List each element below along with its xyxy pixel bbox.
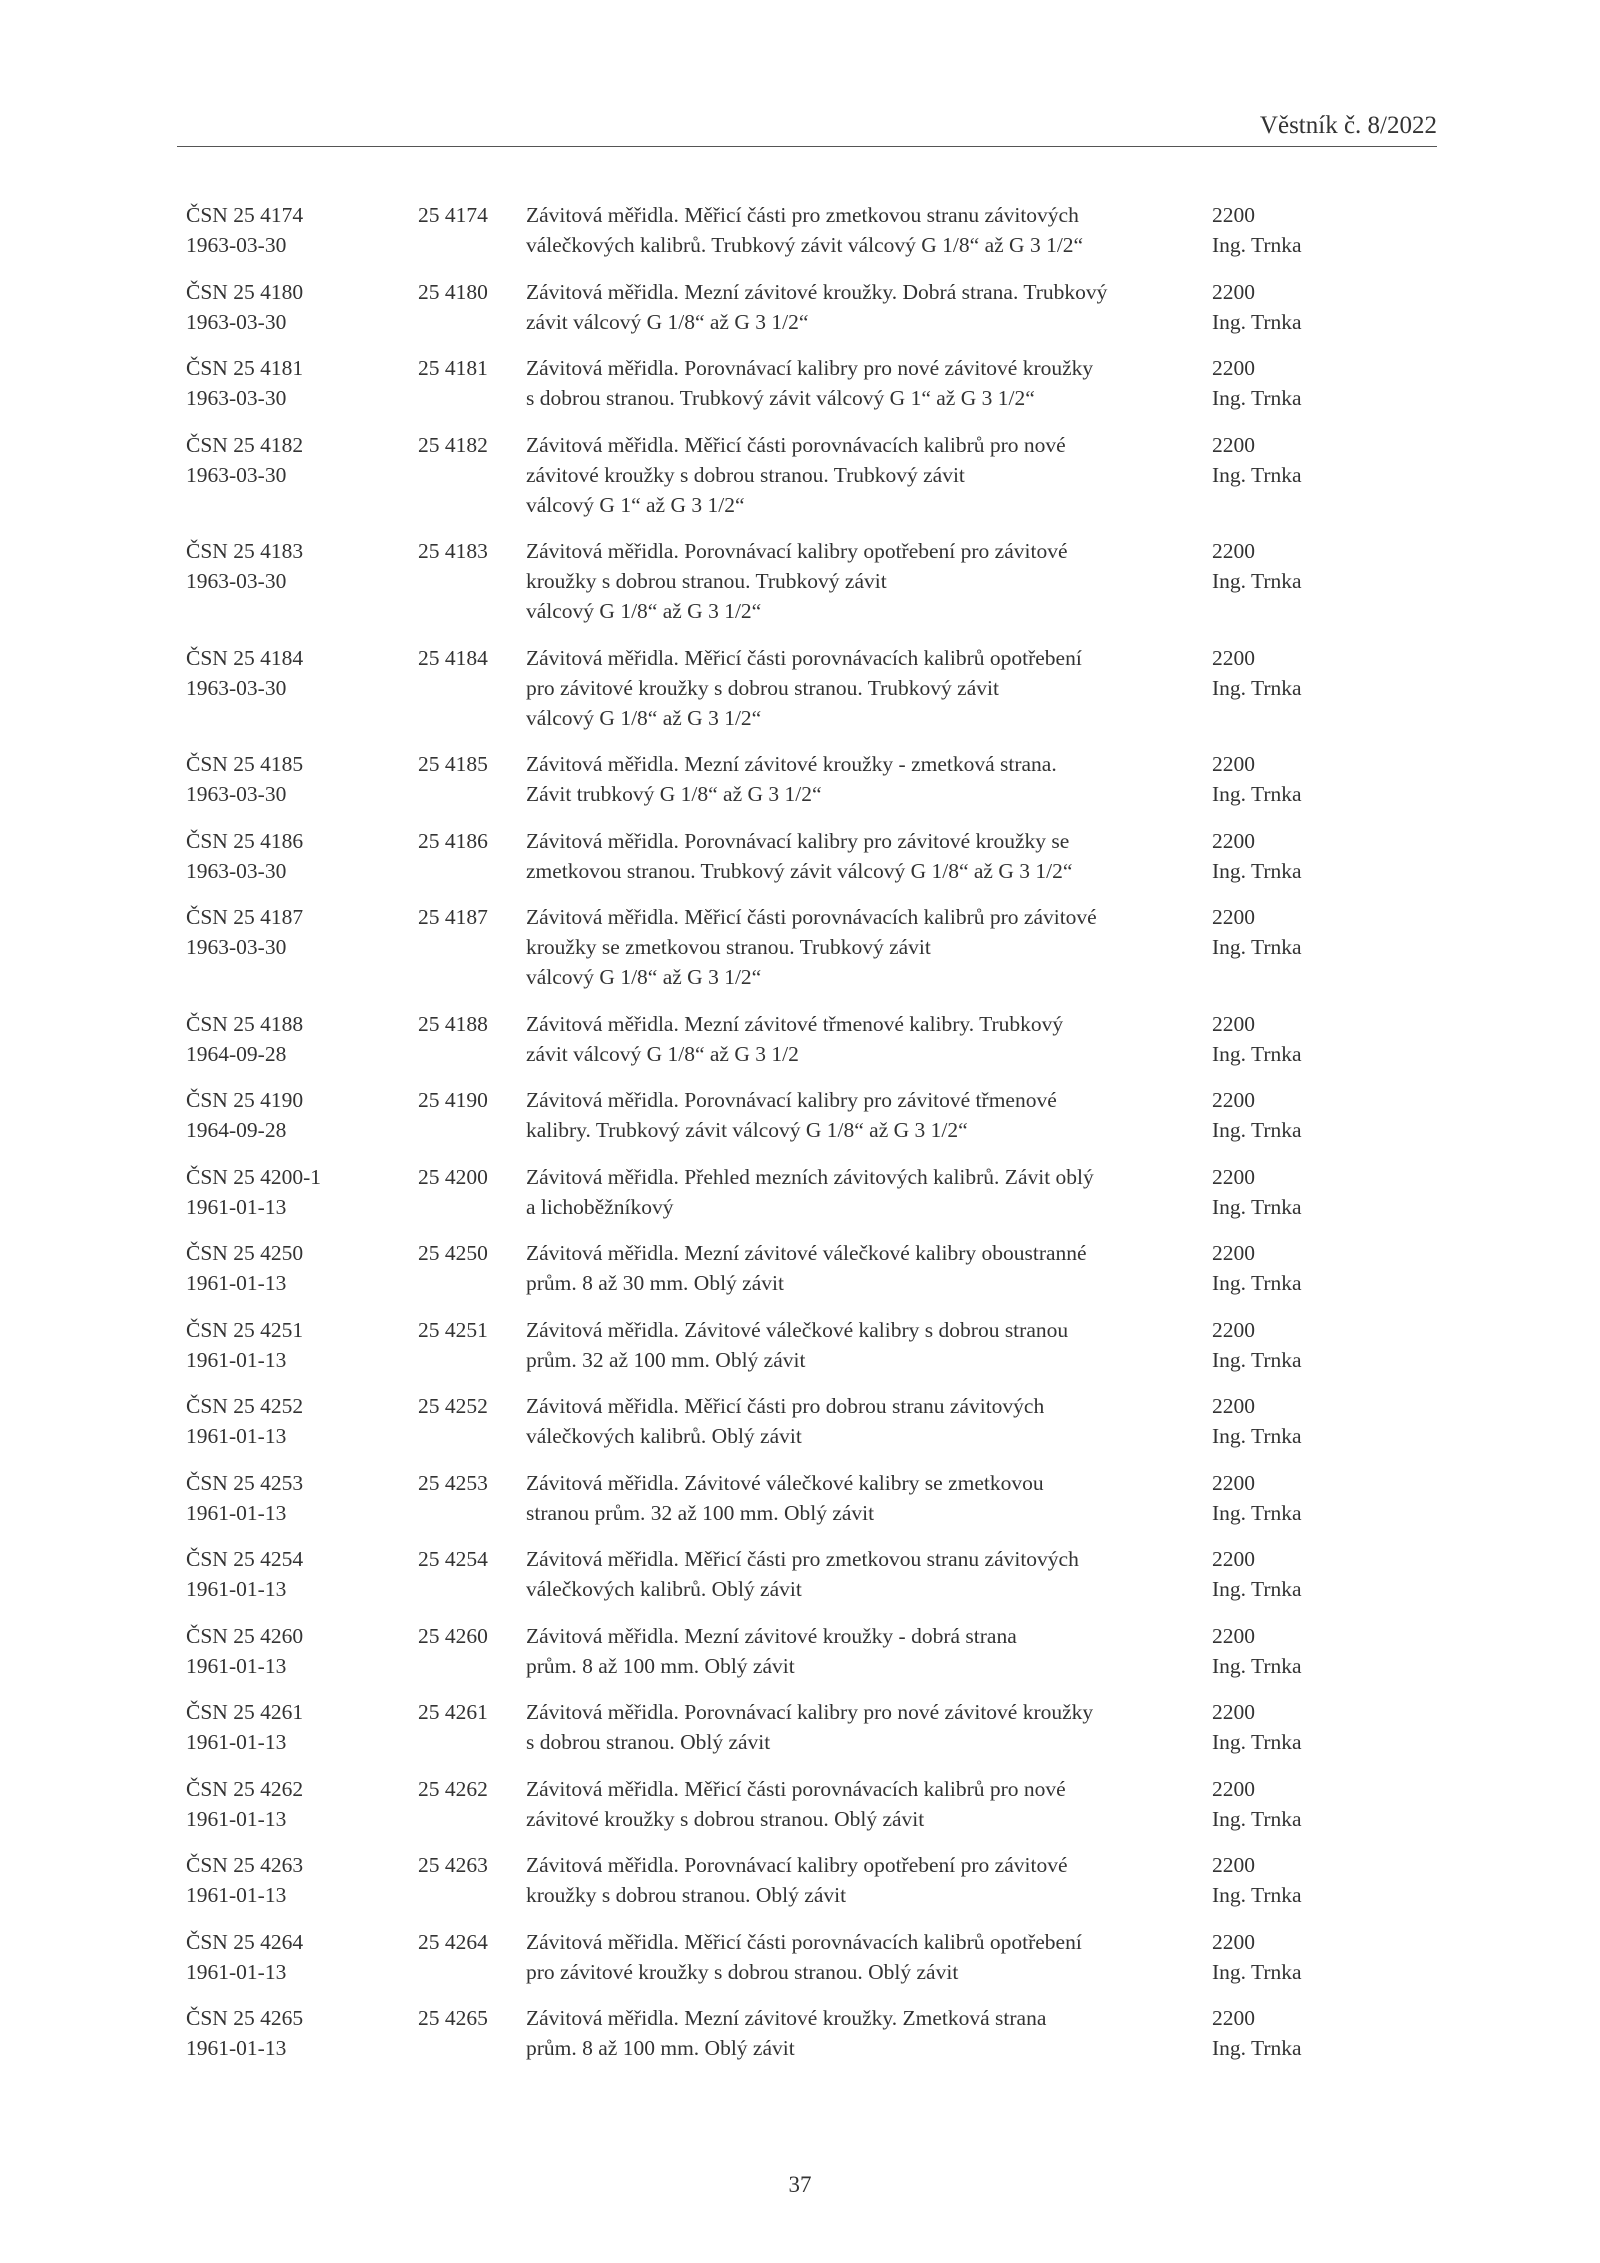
- classification-code: 25 4263: [418, 1853, 488, 1877]
- standard-designation: ČSN 25 4261: [186, 1700, 304, 1724]
- department-code: 2200: [1212, 1929, 1255, 1954]
- standard-designation: ČSN 25 4186: [186, 828, 304, 853]
- standard-date: 1964-09-28: [186, 1118, 287, 1142]
- classification-code: 25 4200: [418, 1164, 488, 1189]
- department-code: 2200: [1212, 1088, 1255, 1112]
- responsible-person: Ing. Trnka: [1212, 1118, 1302, 1142]
- standard-title: Závitová měřidla. Měřicí části porovnávacích kalibrů opotřebení pro závitové kroužky s dobrou stranou. Oblý závit: [526, 1929, 1082, 1984]
- standard-designation: ČSN 25 4182: [186, 432, 304, 457]
- classification-code: 25 4182: [418, 432, 488, 457]
- standard-date: 1961-01-13: [186, 1424, 287, 1448]
- standard-title: Závitová měřidla. Porovnávací kalibry pro závitové kroužky se zmetkovou stranou. Trubkový závit válcový G 1/8“ až G 3 1/2“: [526, 828, 1073, 883]
- responsible-person: Ing. Trnka: [1212, 1730, 1302, 1754]
- standard-title: Závitová měřidla. Mezní závitové kroužky. Zmetková strana prům. 8 až 100 mm. Oblý závit: [526, 2006, 1047, 2060]
- list-item: [186, 353, 1326, 413]
- department-code: 2200: [1212, 1623, 1255, 1648]
- department-code: 2200: [1212, 1547, 1255, 1571]
- department-code: 2200: [1212, 1853, 1255, 1877]
- responsible-cell: [1212, 1391, 1326, 1451]
- responsible-cell: [1212, 1621, 1326, 1681]
- classification-code: 25 4250: [418, 1241, 488, 1265]
- classification-code: 25 4184: [418, 645, 488, 670]
- classification-code: 25 4253: [418, 1470, 488, 1495]
- standard-id-cell: [186, 1238, 418, 1298]
- responsible-cell: [1212, 200, 1326, 260]
- department-code: 2200: [1212, 752, 1255, 776]
- department-code: 2200: [1212, 645, 1255, 670]
- list-item: [186, 2003, 1326, 2063]
- standard-date: 1961-01-13: [186, 1347, 287, 1372]
- department-code: 2200: [1212, 2006, 1255, 2030]
- list-item: [186, 1391, 1326, 1451]
- responsible-person: Ing. Trnka: [1212, 2036, 1302, 2060]
- standard-date: 1961-01-13: [186, 1577, 287, 1601]
- department-code: 2200: [1212, 1011, 1255, 1036]
- classification-code: 25 4265: [418, 2006, 488, 2030]
- standard-designation: ČSN 25 4174: [186, 203, 304, 227]
- list-item: [186, 1621, 1326, 1681]
- list-item: [186, 1238, 1326, 1298]
- standard-designation: ČSN 25 4184: [186, 645, 304, 670]
- department-code: 2200: [1212, 1241, 1255, 1265]
- standard-designation: ČSN 25 4183: [186, 539, 304, 563]
- list-item: [186, 536, 1326, 626]
- responsible-cell: [1212, 536, 1326, 626]
- list-item: [186, 749, 1326, 809]
- responsible-person: Ing. Trnka: [1212, 233, 1302, 257]
- responsible-person: Ing. Trnka: [1212, 935, 1302, 959]
- department-code: 2200: [1212, 1394, 1255, 1418]
- responsible-person: Ing. Trnka: [1212, 1577, 1302, 1601]
- list-item: [186, 277, 1326, 337]
- responsible-cell: [1212, 1544, 1326, 1604]
- standard-title: Závitová měřidla. Přehled mezních závitových kalibrů. Závit oblý a lichoběžníkový: [526, 1164, 1094, 1219]
- standard-id-cell: [186, 643, 418, 733]
- standard-designation: ČSN 25 4200-1: [186, 1164, 321, 1189]
- list-item: [186, 430, 1326, 520]
- responsible-person: Ing. Trnka: [1212, 1883, 1302, 1907]
- classification-code: 25 4183: [418, 539, 488, 563]
- standard-designation: ČSN 25 4185: [186, 752, 304, 776]
- responsible-person: Ing. Trnka: [1212, 1194, 1302, 1219]
- standard-title: Závitová měřidla. Mezní závitové kroužky - dobrá strana prům. 8 až 100 mm. Oblý závit: [526, 1623, 1017, 1678]
- standard-date: 1961-01-13: [186, 1883, 287, 1907]
- list-item: [186, 1850, 1326, 1910]
- standard-date: 1963-03-30: [186, 386, 287, 410]
- list-item: [186, 826, 1326, 886]
- responsible-person: Ing. Trnka: [1212, 1653, 1302, 1678]
- classification-code: 25 4261: [418, 1700, 488, 1724]
- classification-code: 25 4174: [418, 203, 488, 227]
- list-item: [186, 200, 1326, 260]
- responsible-cell: [1212, 1162, 1326, 1222]
- responsible-cell: [1212, 1085, 1326, 1145]
- responsible-cell: [1212, 1468, 1326, 1528]
- department-code: 2200: [1212, 1776, 1255, 1801]
- responsible-person: Ing. Trnka: [1212, 675, 1302, 700]
- classification-code: 25 4186: [418, 828, 488, 853]
- responsible-person: Ing. Trnka: [1212, 1959, 1302, 1984]
- classification-code: 25 4181: [418, 356, 488, 380]
- standard-id-cell: [186, 1927, 418, 1987]
- department-code: 2200: [1212, 828, 1255, 853]
- standard-designation: ČSN 25 4187: [186, 905, 304, 929]
- responsible-person: Ing. Trnka: [1212, 1424, 1302, 1448]
- standard-designation: ČSN 25 4254: [186, 1547, 304, 1571]
- classification-code: 25 4260: [418, 1623, 488, 1648]
- standard-id-cell: [186, 1468, 418, 1528]
- department-code: 2200: [1212, 203, 1255, 227]
- standard-date: 1963-03-30: [186, 782, 287, 806]
- standard-date: 1963-03-30: [186, 569, 287, 593]
- journal-title: Věstník č. 8/2022: [1259, 112, 1437, 139]
- standard-designation: ČSN 25 4252: [186, 1394, 304, 1418]
- responsible-cell: [1212, 353, 1326, 413]
- department-code: 2200: [1212, 1164, 1255, 1189]
- standard-title: Závitová měřidla. Měřicí části porovnávacích kalibrů pro nové závitové kroužky s dobrou stranou. Trubkový závit válcový G 1“ až G 3 1/2“: [526, 432, 1066, 517]
- department-code: 2200: [1212, 356, 1255, 380]
- standard-id-cell: [186, 1085, 418, 1145]
- department-code: 2200: [1212, 539, 1255, 563]
- standard-title: Závitová měřidla. Porovnávací kalibry opotřebení pro závitové kroužky s dobrou stranou. Trubkový závit válcový G 1/8“ až G 3 1/2“: [526, 539, 1068, 623]
- department-code: 2200: [1212, 1470, 1255, 1495]
- standard-date: 1961-01-13: [186, 1194, 287, 1219]
- standard-id-cell: [186, 536, 418, 626]
- list-item: [186, 1085, 1326, 1145]
- responsible-person: Ing. Trnka: [1212, 858, 1302, 883]
- responsible-person: Ing. Trnka: [1212, 1500, 1302, 1525]
- standard-title: Závitová měřidla. Mezní závitové kroužky. Dobrá strana. Trubkový závit válcový G 1/8“ až G 3 1/2“: [526, 279, 1108, 334]
- standard-title: Závitová měřidla. Měřicí části porovnávacích kalibrů pro závitové kroužky se zmetkovou stranou. Trubkový závit válcový G 1/8“ až G 3 1/2“: [526, 905, 1097, 989]
- responsible-cell: [1212, 277, 1326, 337]
- list-item: [186, 643, 1326, 733]
- standard-date: 1963-03-30: [186, 462, 287, 487]
- standard-designation: ČSN 25 4260: [186, 1623, 304, 1648]
- standard-id-cell: [186, 200, 418, 260]
- responsible-cell: [1212, 1238, 1326, 1298]
- standard-id-cell: [186, 277, 418, 337]
- responsible-cell: [1212, 749, 1326, 809]
- responsible-person: Ing. Trnka: [1212, 1271, 1302, 1295]
- responsible-cell: [1212, 2003, 1326, 2063]
- standard-id-cell: [186, 1544, 418, 1604]
- standard-date: 1961-01-13: [186, 1500, 287, 1525]
- page-number: 37: [788, 2172, 812, 2197]
- classification-code: 25 4180: [418, 279, 488, 304]
- department-code: 2200: [1212, 279, 1255, 304]
- standard-id-cell: [186, 353, 418, 413]
- responsible-person: Ing. Trnka: [1212, 569, 1302, 593]
- standard-title: Závitová měřidla. Měřicí části pro dobrou stranu závitových válečkových kalibrů. Oblý závit: [526, 1394, 1045, 1448]
- department-code: 2200: [1212, 905, 1255, 929]
- standard-designation: ČSN 25 4264: [186, 1929, 304, 1954]
- responsible-cell: [1212, 643, 1326, 733]
- standard-date: 1961-01-13: [186, 1271, 287, 1295]
- responsible-cell: [1212, 430, 1326, 520]
- standard-title: Závitová měřidla. Měřicí části pro zmetkovou stranu závitových válečkových kalibrů. Oblý závit: [526, 1547, 1079, 1601]
- list-item: [186, 1697, 1326, 1757]
- standard-id-cell: [186, 2003, 418, 2063]
- classification-code: 25 4262: [418, 1776, 488, 1801]
- standard-date: 1963-03-30: [186, 309, 287, 334]
- standard-id-cell: [186, 1009, 418, 1069]
- standard-title: Závitová měřidla. Mezní závitové kroužky - zmetková strana. Závit trubkový G 1/8“ až G 3 1/2“: [526, 752, 1057, 806]
- standard-id-cell: [186, 826, 418, 886]
- standard-date: 1963-03-30: [186, 675, 287, 700]
- list-item: [186, 1468, 1326, 1528]
- classification-code: 25 4185: [418, 752, 488, 776]
- classification-code: 25 4251: [418, 1317, 488, 1342]
- responsible-cell: [1212, 826, 1326, 886]
- standards-list: [186, 200, 1326, 2080]
- standard-id-cell: [186, 1621, 418, 1681]
- responsible-person: Ing. Trnka: [1212, 309, 1302, 334]
- responsible-person: Ing. Trnka: [1212, 462, 1302, 487]
- standard-id-cell: [186, 749, 418, 809]
- standard-id-cell: [186, 902, 418, 992]
- classification-code: 25 4254: [418, 1547, 488, 1571]
- classification-code: 25 4264: [418, 1929, 488, 1954]
- standard-designation: ČSN 25 4190: [186, 1088, 304, 1112]
- responsible-person: Ing. Trnka: [1212, 1347, 1302, 1372]
- standard-title: Závitová měřidla. Porovnávací kalibry pro nové závitové kroužky s dobrou stranou. Oblý závit: [526, 1700, 1094, 1754]
- standard-title: Závitová měřidla. Porovnávací kalibry pro nové závitové kroužky s dobrou stranou. Trubkový závit válcový G 1“ až G 3 1/2“: [526, 356, 1094, 410]
- standard-date: 1961-01-13: [186, 1653, 287, 1678]
- standard-id-cell: [186, 430, 418, 520]
- standard-designation: ČSN 25 4262: [186, 1776, 304, 1801]
- standard-designation: ČSN 25 4181: [186, 356, 304, 380]
- standard-designation: ČSN 25 4253: [186, 1470, 304, 1495]
- list-item: [186, 1009, 1326, 1069]
- responsible-cell: [1212, 902, 1326, 992]
- responsible-cell: [1212, 1850, 1326, 1910]
- standard-date: 1961-01-13: [186, 1806, 287, 1831]
- standard-date: 1963-03-30: [186, 233, 287, 257]
- standard-id-cell: [186, 1850, 418, 1910]
- standard-id-cell: [186, 1315, 418, 1375]
- list-item: [186, 1162, 1326, 1222]
- standard-title: Závitová měřidla. Měřicí části porovnávacích kalibrů opotřebení pro závitové kroužky s dobrou stranou. Trubkový závit válcový G 1/8“ až G 3 1/2“: [526, 645, 1082, 730]
- standard-id-cell: [186, 1697, 418, 1757]
- standard-id-cell: [186, 1391, 418, 1451]
- standard-date: 1961-01-13: [186, 2036, 287, 2060]
- standard-id-cell: [186, 1774, 418, 1834]
- list-item: [186, 1927, 1326, 1987]
- standard-title: Závitová měřidla. Porovnávací kalibry pro závitové třmenové kalibry. Trubkový závit válcový G 1/8“ až G 3 1/2“: [526, 1088, 1057, 1142]
- standard-designation: ČSN 25 4188: [186, 1011, 304, 1036]
- standard-date: 1963-03-30: [186, 858, 287, 883]
- responsible-person: Ing. Trnka: [1212, 782, 1302, 806]
- department-code: 2200: [1212, 1700, 1255, 1724]
- standard-title: Závitová měřidla. Závitové válečkové kalibry s dobrou stranou prům. 32 až 100 mm. Oblý závit: [526, 1317, 1069, 1372]
- responsible-cell: [1212, 1774, 1326, 1834]
- classification-code: 25 4252: [418, 1394, 488, 1418]
- classification-code: 25 4187: [418, 905, 488, 929]
- classification-code: 25 4190: [418, 1088, 488, 1112]
- standard-designation: ČSN 25 4263: [186, 1853, 304, 1877]
- standard-title: Závitová měřidla. Mezní závitové třmenové kalibry. Trubkový závit válcový G 1/8“ až G 3 1/2: [526, 1011, 1064, 1066]
- standard-date: 1964-09-28: [186, 1041, 287, 1066]
- responsible-cell: [1212, 1009, 1326, 1069]
- standard-designation: ČSN 25 4251: [186, 1317, 304, 1342]
- standard-title: Závitová měřidla. Měřicí části porovnávacích kalibrů pro nové závitové kroužky s dobrou stranou. Oblý závit: [526, 1776, 1066, 1831]
- department-code: 2200: [1212, 432, 1255, 457]
- responsible-person: Ing. Trnka: [1212, 1806, 1302, 1831]
- list-item: [186, 902, 1326, 992]
- standard-designation: ČSN 25 4250: [186, 1241, 304, 1265]
- responsible-cell: [1212, 1927, 1326, 1987]
- responsible-person: Ing. Trnka: [1212, 386, 1302, 410]
- standard-title: Závitová měřidla. Závitové válečkové kalibry se zmetkovou stranou prům. 32 až 100 mm. Oblý závit: [526, 1470, 1044, 1525]
- standard-designation: ČSN 25 4180: [186, 279, 304, 304]
- list-item: [186, 1315, 1326, 1375]
- list-item: [186, 1774, 1326, 1834]
- classification-code: 25 4188: [418, 1011, 488, 1036]
- responsible-person: Ing. Trnka: [1212, 1041, 1302, 1066]
- list-item: [186, 1544, 1326, 1604]
- page-header: [177, 108, 1437, 147]
- standard-date: 1961-01-13: [186, 1730, 287, 1754]
- standard-title: Závitová měřidla. Mezní závitové válečkové kalibry oboustranné prům. 8 až 30 mm. Oblý závit: [526, 1241, 1087, 1295]
- responsible-cell: [1212, 1315, 1326, 1375]
- standard-date: 1961-01-13: [186, 1959, 287, 1984]
- standard-title: Závitová měřidla. Porovnávací kalibry opotřebení pro závitové kroužky s dobrou stranou. Oblý závit: [526, 1853, 1068, 1907]
- department-code: 2200: [1212, 1317, 1255, 1342]
- standard-designation: ČSN 25 4265: [186, 2006, 304, 2030]
- standard-title: Závitová měřidla. Měřicí části pro zmetkovou stranu závitových válečkových kalibrů. Trubkový závit válcový G 1/8“ až G 3 1/2“: [526, 203, 1084, 257]
- standard-id-cell: [186, 1162, 418, 1222]
- responsible-cell: [1212, 1697, 1326, 1757]
- standard-date: 1963-03-30: [186, 935, 287, 959]
